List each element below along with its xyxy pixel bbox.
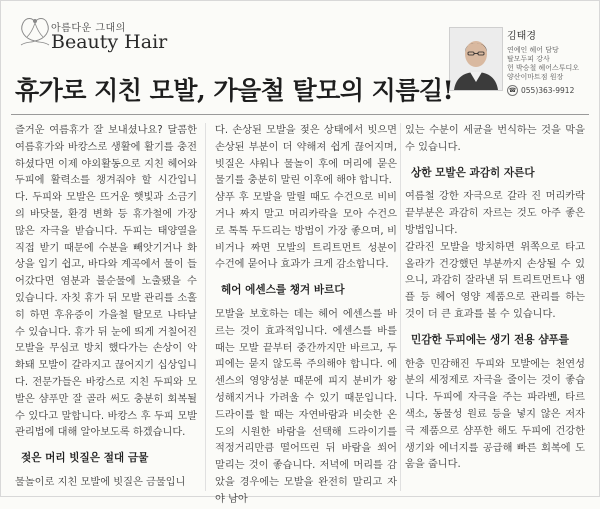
paragraph: 샴푸 후 모발을 말릴 때도 수건으로 비비거나 짜지 말고 머리카락을 모아 수건으로 톡톡 두드리는 방법이 가장 좋으며, 비비거나 짜면 모발의 트리트먼트 성분이 수건에 묻어나 효과가 크게 감소합니다. [215,192,397,271]
paragraph: 모발을 보호하는 데는 헤어 에센스를 바르는 것이 효과적입니다. 에센스를 바를 때는 모발 끝부터 중간까지만 바르고, 두피에는 묻지 않도록 주의해야 합니다. 에센스의 영양성분 때문에 피지 분비가 왕성해지거나 가려울 수 있기 때문입니다. 드라이를 할 때는 자연바람과 비슷한 온도의 시원한 바람을 선택해 드라이기를 적정거리만큼 떨어뜨린 뒤 바람을 쐬어 말리는 것이 좋습니다. 저녁에 머리를 감았을 경우에는 모발을 완전히 말리고 자야 남아 [215,308,397,505]
article-column-1 [15,123,197,495]
paragraph: 있는 수분이 세균을 번식하는 것을 막을 수 있습니다. [405,125,585,153]
headline: 휴가로 지친 모발, 가을철 탈모의 지름길! [15,76,454,105]
flourish-icon [15,11,55,49]
column-divider [205,123,206,491]
article-column-2 [215,123,397,505]
brand-name: Beauty Hair [51,31,168,53]
subheading: 상한 모발은 과감히 자른다 [411,166,535,179]
phone-icon: ☎ [508,87,517,94]
paragraph: 갈라진 모발을 방치하면 위쪽으로 타고 올라가 건강했던 부분까지 손상될 수 있으니, 과감히 잘라낸 뒤 트리트먼트나 앰플 등 헤어 영양 제품으로 관리를 하는 것이 더 큰 효과를 볼 수 있습니다. [405,241,585,320]
subheading: 젖은 머리 빗질은 절대 금물 [21,452,149,465]
subheading: 민감한 두피에는 생기 전용 샴푸를 [411,333,570,346]
article-column-3 [405,123,585,495]
author-line: 탈모두피 강사 [507,55,550,63]
author-line: 연예인 헤어 담당 [507,46,559,54]
column-brand [15,9,205,51]
author-name: 김태경 [507,31,536,42]
column-divider [400,123,401,491]
author-photo [449,27,503,91]
paragraph: 물놀이로 지친 모발에 빗질은 금물입니 [15,476,186,488]
author-phone [507,85,597,96]
author-line: 헌 박승철 헤어스투디오 [507,64,580,72]
paragraph: 한층 민감해진 두피와 모발에는 천연성분의 세정제로 자극을 줄이는 것이 좋습니다. 두피에 자극을 주는 파라벤, 타르색소, 동물성 원료 등을 넣지 않은 저자극 제품으로 샴푸한 해도 두피에 건강한 생기와 에너지를 공급해 빠른 회복에 도움을 줍니다. [405,358,585,471]
subheading: 헤어 에센스를 챙겨 바르다 [221,284,345,297]
author-profile [449,27,597,97]
paragraph: 즐거운 여름휴가 잘 보내셨나요? 달콤한 여름휴가와 바캉스로 생활에 활기를 충전하셨다면 이제 야외활동으로 지친 헤어와 두피에 활력소를 챙겨줘야 할 시간입니다. 두피와 모발은 뜨거운 햇빛과 소금기의 바닷물, 환경 변화 등 휴가철에 가장 많은 자극을 받습니다. 두피는 태양열을 직접 받기 때문에 수분을 빼앗기거나 화상을 입기 쉽고, 바다와 계곡에서 물이 들어갔다면 염분과 불순물에 노출됐을 수 있습니다. 자칫 휴가 뒤 모발 관리를 소홀히 하면 후유증이 가을철 탈모로 나타날 수 있습니다. 휴가 뒤 눈에 띄게 거칠어진 모발을 무심코 방치 했다가는 손상이 악화돼 모발이 갈라지고 끊어지기 십상입니다. 전문가들은 바캉스로 지친 두피와 모발은 샴푸만 잘 골라 써도 충분히 회복될 수 있다고 말합니다. 바캉스 후 두피 모발 관리법에 대해 알아보도록 하겠습니다. [15,125,197,439]
paragraph: 여름철 강한 자극으로 갈라 진 머리카락 끝부분은 과감히 자르는 것도 아주 좋은 방법입니다. [405,191,585,236]
brand-kicker: 아름다운 그대의 [51,23,126,34]
author-line: 양산이마트점 원장 [507,73,564,81]
paragraph: 다. 손상된 모발을 젖은 상태에서 빗으면 손상된 부분이 더 약해져 쉽게 끊어지며, 빗질은 샤워나 물놀이 후에 머리에 묻은 물기를 충분히 말린 이후에 해야 합니다. [215,125,397,187]
author-phone-number: 055)363-9912 [521,86,575,95]
author-info [507,27,597,96]
headline-rule [11,114,589,115]
